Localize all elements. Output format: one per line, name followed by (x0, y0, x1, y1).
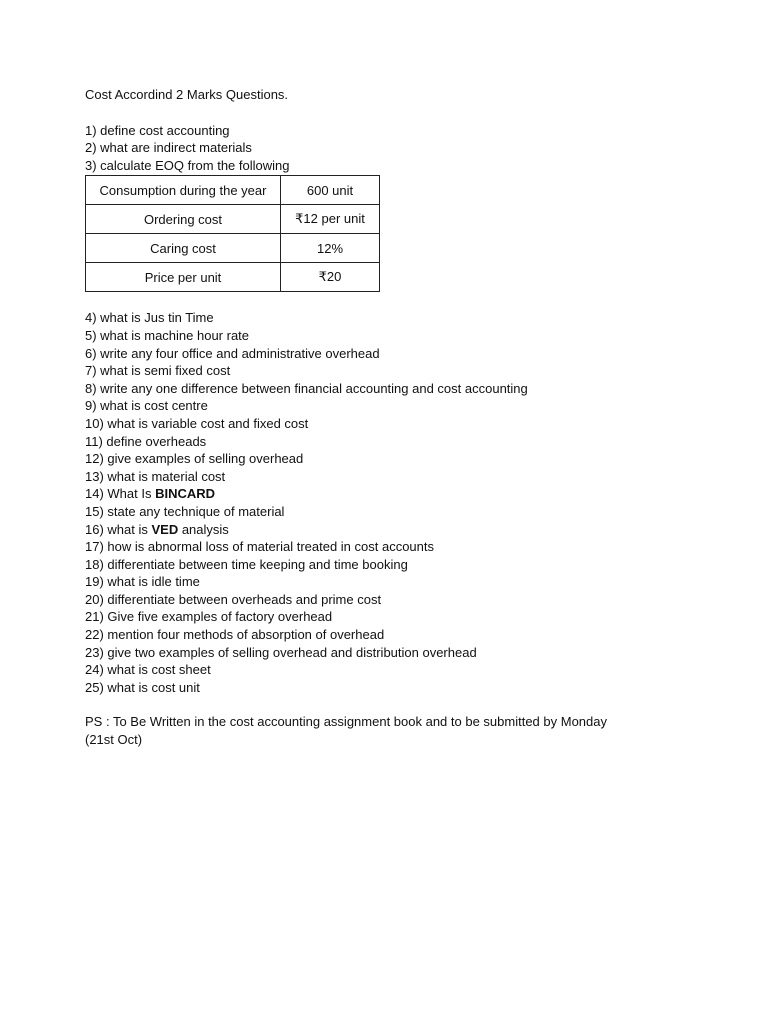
question-item (85, 362, 725, 380)
table-cell-label: Price per unit (86, 263, 281, 292)
question-text: 12) give examples of selling overhead (85, 451, 304, 467)
table-cell-value: ₹12 per unit (281, 205, 380, 234)
question-text: 5) what is machine hour rate (85, 327, 250, 343)
table-row (86, 234, 380, 263)
table-cell-value: 600 unit (281, 176, 380, 205)
question-text: 18) differentiate between time keeping and time booking (85, 556, 408, 572)
question-bold-term: BINCARD (155, 486, 216, 502)
ps-note-line-1: PS : To Be Written in the cost accounting assignment book and to be submitted by Monday (85, 714, 607, 730)
table-cell-label: Ordering cost (86, 205, 281, 234)
eoq-data-table (85, 175, 380, 292)
table-row (86, 205, 380, 234)
question-item (85, 415, 725, 433)
question-text: 4) what is Jus tin Time (85, 310, 214, 326)
table-cell-value: ₹20 (281, 263, 380, 292)
question-item (85, 433, 725, 451)
document-page (85, 86, 725, 749)
question-bold-term: VED (151, 521, 179, 537)
question-text: 8) write any one difference between financial accounting and cost accounting (85, 380, 528, 396)
question-item (85, 591, 725, 609)
question-text: 9) what is cost centre (85, 398, 208, 414)
question-item: 2) what are indirect materials (85, 140, 252, 156)
question-item (85, 309, 725, 327)
question-text: 6) write any four office and administrative overhead (85, 345, 380, 361)
question-text: 16) what is (85, 521, 152, 537)
question-item (85, 573, 725, 591)
question-text: 14) What Is (85, 486, 156, 502)
question-text: 17) how is abnormal loss of material treated in cost accounts (85, 539, 435, 555)
question-item (85, 485, 725, 503)
question-text: 20) differentiate between overheads and prime cost (85, 591, 382, 607)
question-item: 3) calculate EOQ from the following (85, 157, 290, 173)
question-item (85, 538, 725, 556)
question-item (85, 345, 725, 363)
question-item (85, 503, 725, 521)
question-text: 22) mention four methods of absorption of overhead (85, 627, 385, 643)
ps-note-line-2: (21st Oct) (85, 732, 143, 748)
question-item (85, 468, 725, 486)
question-item (85, 521, 725, 539)
question-item (85, 450, 725, 468)
question-text-tail: analysis (178, 521, 229, 537)
question-text: 7) what is semi fixed cost (85, 363, 231, 379)
question-text: 21) Give five examples of factory overhead (85, 609, 333, 625)
table-row (86, 263, 380, 292)
question-item: 1) define cost accounting (85, 122, 230, 138)
question-text: 23) give two examples of selling overhead and distribution overhead (85, 644, 477, 660)
table-row (86, 176, 380, 205)
question-item (85, 661, 725, 679)
questions-before-table (85, 122, 725, 175)
table-cell-label: Caring cost (86, 234, 281, 263)
question-item (85, 556, 725, 574)
question-text: 25) what is cost unit (85, 679, 200, 695)
question-text: 11) define overheads (85, 433, 207, 449)
question-item (85, 397, 725, 415)
question-item (85, 644, 725, 662)
question-item (85, 380, 725, 398)
question-text: 24) what is cost sheet (85, 662, 211, 678)
question-text: 15) state any technique of material (85, 503, 285, 519)
question-item (85, 608, 725, 626)
question-item (85, 679, 725, 697)
question-item (85, 626, 725, 644)
table-cell-value: 12% (281, 234, 380, 263)
question-item (85, 327, 725, 345)
document-title: Cost Accordind 2 Marks Questions. (85, 87, 289, 102)
question-text: 10) what is variable cost and fixed cost (85, 415, 309, 431)
table-cell-label: Consumption during the year (86, 176, 281, 205)
question-text: 13) what is material cost (85, 468, 226, 484)
questions-after-table (85, 309, 725, 696)
question-text: 19) what is idle time (85, 574, 200, 590)
